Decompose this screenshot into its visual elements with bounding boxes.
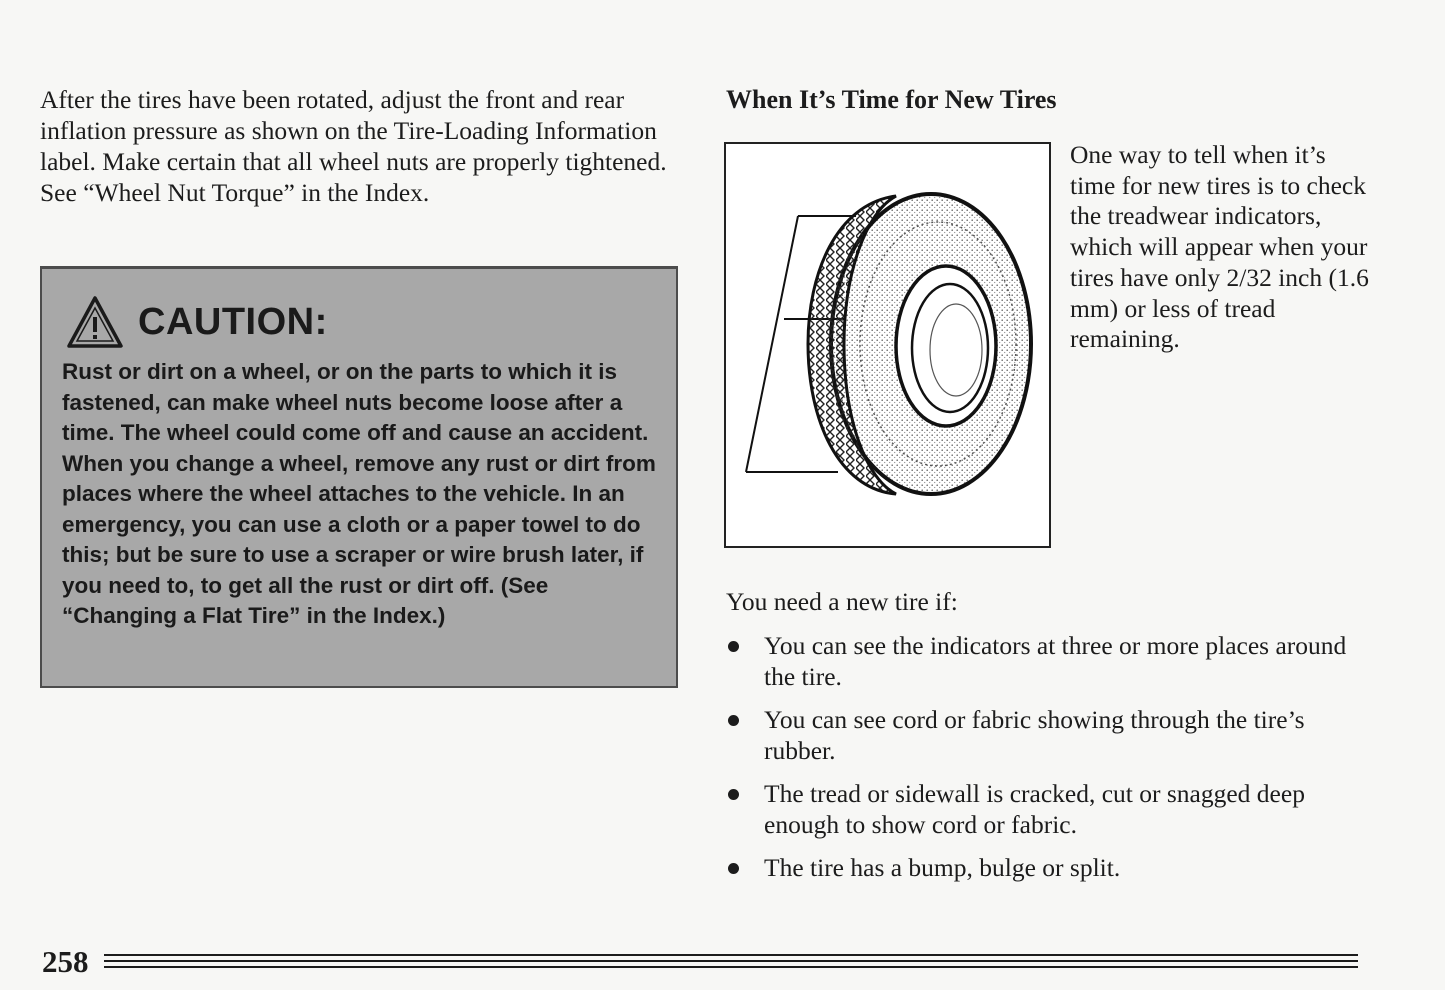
list-item-text: The tread or sidewall is cracked, cut or snagged deep enough to show cord or fabric. bbox=[764, 779, 1305, 839]
tire-treadwear-indicator-icon bbox=[726, 144, 1049, 546]
list-item-text: The tire has a bump, bulge or split. bbox=[764, 853, 1121, 882]
intro-paragraph: After the tires have been rotated, adjust the front and rear inflation pressure as shown on the Tire-Loading Information label. Make certain that all wheel nuts are properly tightened. See “Wheel Nut Torque” in the Index. bbox=[40, 85, 667, 207]
list-item bbox=[726, 852, 1366, 883]
caution-box bbox=[40, 266, 678, 688]
new-tire-conditions-list bbox=[726, 630, 1366, 895]
list-item-text: You can see the indicators at three or more places around the tire. bbox=[764, 631, 1347, 691]
bullet-icon bbox=[728, 715, 739, 726]
caution-title: CAUTION: bbox=[138, 300, 328, 343]
page-number: 258 bbox=[42, 944, 89, 979]
warning-triangle-icon bbox=[66, 295, 124, 349]
list-item bbox=[726, 704, 1366, 766]
caution-header bbox=[66, 295, 328, 349]
section-heading: When It’s Time for New Tires bbox=[726, 85, 1057, 114]
treadwear-description: One way to tell when it’s time for new tires is to check the treadwear indicators, which will appear when your tires have only 2/32 inch (1.6 mm) or less of tread remaining. bbox=[1070, 140, 1369, 354]
list-item bbox=[726, 630, 1366, 692]
footer-rule bbox=[104, 954, 1358, 968]
list-item bbox=[726, 778, 1366, 840]
bullet-icon bbox=[728, 789, 739, 800]
bullet-icon bbox=[728, 863, 739, 874]
need-new-tire-intro: You need a new tire if: bbox=[726, 587, 958, 616]
bullet-icon bbox=[728, 641, 739, 652]
tire-figure bbox=[724, 142, 1051, 548]
caution-text: Rust or dirt on a wheel, or on the parts to which it is fastened, can make wheel nuts become loose after a time. The wheel could come off and cause an accident. When you change a wheel, remove any rust or dirt from places where the wheel attaches to the vehicle. In an emergency, you can use a cloth or a paper towel to do this; but be sure to use a scraper or wire brush later, if you need to, to get all the rust or dirt off. (See “Changing a Flat Tire” in the Index.) bbox=[62, 359, 656, 628]
list-item-text: You can see cord or fabric showing through the tire’s rubber. bbox=[764, 705, 1305, 765]
